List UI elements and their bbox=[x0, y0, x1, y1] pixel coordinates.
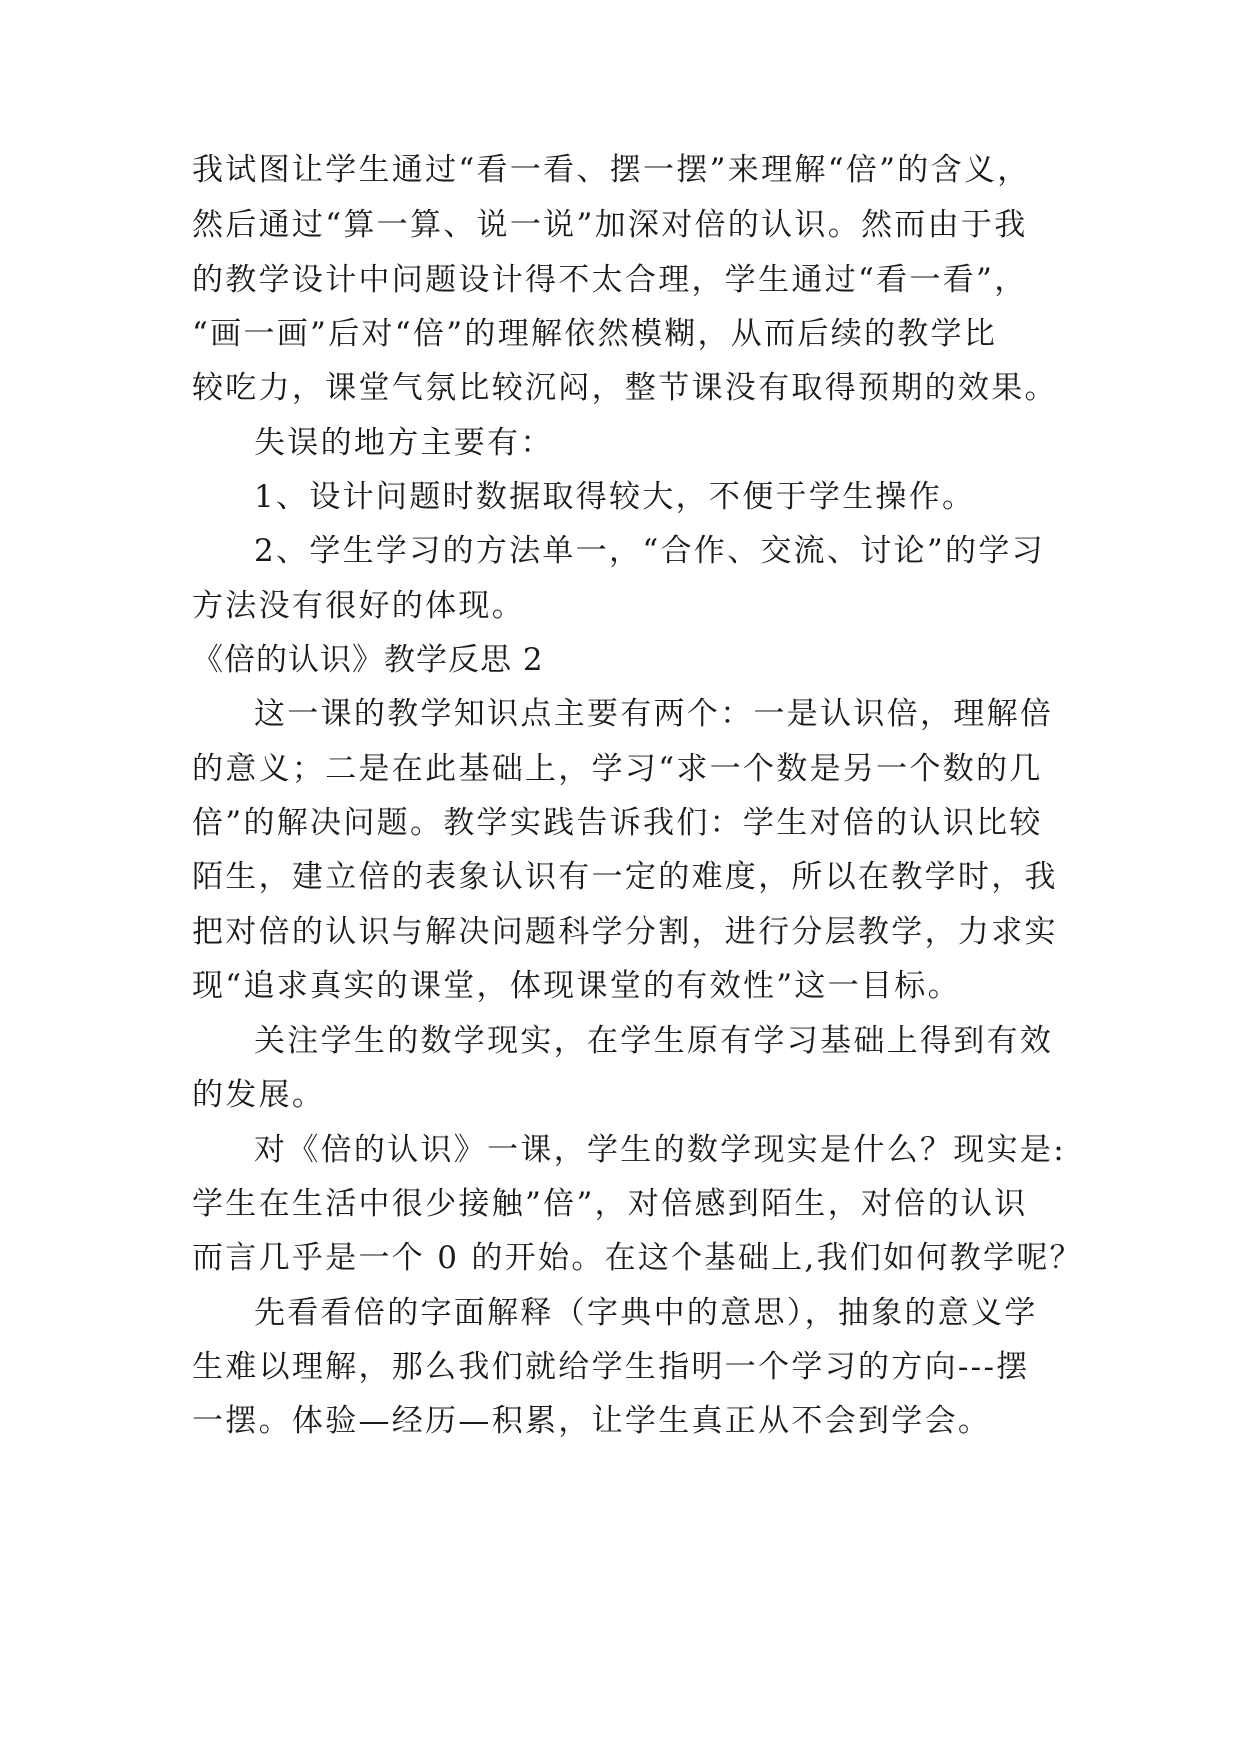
text-line: 这一课的教学知识点主要有两个：一是认识倍，理解倍 bbox=[254, 696, 1054, 732]
text-line: 的发展。 bbox=[192, 1077, 326, 1113]
text-line: 然后通过“算一算、说一说”加深对倍的认识。然而由于我 bbox=[192, 207, 1028, 243]
text-line: 较吃力，课堂气氛比较沉闷，整节课没有取得预期的效果。 bbox=[192, 370, 1058, 406]
section-heading: 《倍的认识》教学反思 2 bbox=[192, 642, 544, 678]
text-line: 对《倍的认识》一课，学生的数学现实是什么？现实是: bbox=[254, 1132, 1066, 1168]
text-line: 先看看倍的字面解释（字典中的意思），抽象的意义学 bbox=[254, 1295, 1038, 1331]
text-line: 生难以理解，那么我们就给学生指明一个学习的方向---摆 bbox=[192, 1349, 1030, 1385]
text-line: 而言几乎是一个 0 的开始。在这个基础上,我们如何教学呢？ bbox=[192, 1240, 1083, 1276]
text-line: 一摆。体验—经历—积累，让学生真正从不会到学会。 bbox=[192, 1403, 992, 1439]
text-line: 方法没有很好的体现。 bbox=[192, 588, 525, 624]
text-line: 现“追求真实的课堂，体现课堂的有效性”这一目标。 bbox=[192, 968, 961, 1004]
text-line: 失误的地方主要有： bbox=[254, 425, 554, 461]
list-item: 1、设计问题时数据取得较大，不便于学生操作。 bbox=[254, 479, 976, 515]
text-line: 陌生，建立倍的表象认识有一定的难度，所以在教学时，我 bbox=[192, 859, 1058, 895]
text-line: 我试图让学生通过“看一看、摆一摆”来理解“倍”的含义， bbox=[192, 152, 1031, 188]
text-line: 的教学设计中问题设计得不太合理，学生通过“看一看”， bbox=[192, 262, 1028, 298]
text-line: 学生在生活中很少接触”倍”，对倍感到陌生，对倍的认识 bbox=[192, 1186, 1028, 1222]
text-line: 的意义；二是在此基础上，学习“求一个数是另一个数的几 bbox=[192, 751, 1043, 787]
list-item: 2、学生学习的方法单一，“合作、交流、讨论”的学习 bbox=[254, 533, 1045, 569]
text-line: 关注学生的数学现实，在学生原有学习基础上得到有效 bbox=[254, 1023, 1054, 1059]
text-line: “画一画”后对“倍”的理解依然模糊，从而后续的教学比 bbox=[192, 316, 998, 352]
text-line: 倍”的解决问题。教学实践告诉我们：学生对倍的认识比较 bbox=[192, 805, 1043, 841]
text-line: 把对倍的认识与解决问题科学分割，进行分层教学，力求实 bbox=[192, 914, 1058, 950]
